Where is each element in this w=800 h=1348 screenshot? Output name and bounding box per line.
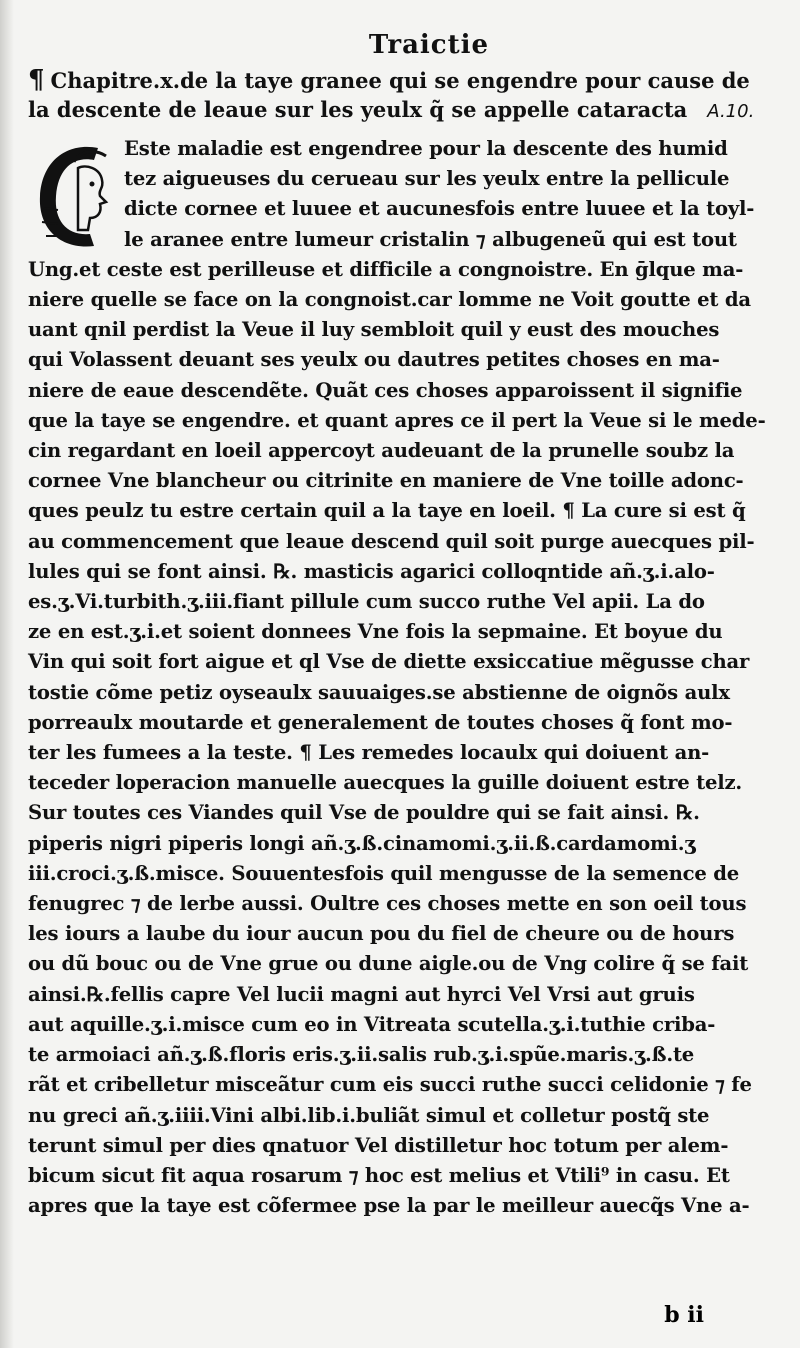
text-line: nu greci añ.ʒ.iiii.Vini albi.lib.i.buliãt simul et colletur postq̃ ste (28, 1103, 710, 1127)
chapter-title-text-2: la descente de leaue sur les yeulx q̃ se appelle cataracta (28, 97, 688, 122)
chapter-title-line-2 (28, 95, 770, 126)
text-line: Vin qui soit fort aigue et ql Vse de diette exsiccatiue mẽgusse char (28, 650, 750, 674)
signature-mark: b ii (664, 1302, 704, 1328)
page-gutter-shadow (0, 0, 14, 1348)
text-line: aut aquille.ʒ.i.misce cum eo in Vitreata scutella.ʒ.i.tuthie criba- (28, 1012, 716, 1036)
text-line: le aranee entre lumeur cristalin ⁊ albugeneũ qui est tout (124, 227, 737, 251)
text-line: Este maladie est engendree pour la descente des humid (124, 137, 728, 160)
text-line: teceder loperacion manuelle auecques la guille doiuent estre telz. (28, 771, 743, 795)
chapter-title-line-1 (28, 66, 770, 95)
text-line: porreaulx moutarde et generalement de toutes choses q̃ font mo- (28, 710, 733, 734)
text-line: iii.croci.ʒ.ß.misce. Souuentesfois quil mengusse de la semence de (28, 861, 740, 885)
text-line: apres que la taye est cõfermee pse la par le meilleur auecq̃s Vne a- (28, 1194, 750, 1218)
text-line: dicte cornee et luuee et aucunesfois entre luuee et la toyl- (124, 197, 755, 221)
text-line: cornee Vne blancheur ou citrinite en maniere de Vne toille adonc- (28, 469, 744, 493)
text-line: les iours a laube du iour aucun pou du fiel de cheure ou de hours (28, 922, 735, 946)
text-line: niere quelle se face on la congnoist.car lomme ne Voit goutte et da (28, 288, 751, 312)
text-line: tez aigueuses du cerueau sur les yeulx entre la pellicule (124, 167, 730, 191)
text-line: tostie cõme petiz oyseaulx sauuaiges.se abstienne de oignõs aulx (28, 680, 730, 704)
text-line: piperis nigri piperis longi añ.ʒ.ß.cinamomi.ʒ.ii.ß.cardamomi.ʒ (28, 831, 696, 855)
text-line: bicum sicut fit aqua rosarum ⁊ hoc est melius et Vtili⁹ in casu. Et (28, 1163, 730, 1187)
text-line: ainsi.℞.fellis capre Vel lucii magni aut hyrci Vel Vrsi aut gruis (28, 982, 695, 1006)
chapter-title (28, 66, 770, 126)
text-line: cin regardant en loeil appercoyt audeuant de la prunelle soubz la (28, 439, 735, 463)
text-line: au commencement que leaue descend quil soit purge auecques pil- (28, 529, 755, 553)
text-line: ze en est.ʒ.i.et soient donnees Vne fois la sepmaine. Et boyue du (28, 620, 723, 644)
body-text (28, 134, 770, 1221)
text-line: uant qnil perdist la Veue il luy sembloit quil y eust des mouches (28, 318, 720, 342)
text-line: ter les fumees a la teste. ¶ Les remedes locaulx qui doiuent an- (28, 741, 710, 765)
text-line: Ung.et ceste est perilleuse et difficile a congnoistre. En ḡlque ma- (28, 257, 744, 281)
page-text-block (28, 30, 770, 1221)
text-line: qui Volassent deuant ses yeulx ou dautres petites choses en ma- (28, 348, 720, 372)
text-line: niere de eaue descendẽte. Quãt ces choses apparoissent il signifie (28, 378, 743, 402)
text-line: fenugrec ⁊ de lerbe aussi. Oultre ces choses mette en son oeil tous (28, 892, 747, 916)
running-head: Traictie (368, 30, 490, 60)
chapter-title-text-1: Chapitre.x.de la taye granee qui se engendre pour cause de (50, 68, 750, 93)
text-line: lules qui se font ainsi. ℞. masticis agarici colloqntide añ.ʒ.i.alo- (28, 559, 715, 583)
text-line: terunt simul per dies qnatuor Vel distilletur hoc totum per alem- (28, 1133, 729, 1157)
text-line: ques peulz tu estre certain quil a la taye en loeil. ¶ La cure si est q̃ (28, 499, 746, 523)
text-line: Sur toutes ces Viandes quil Vse de pouldre qui se fait ainsi. ℞. (28, 801, 700, 825)
pilcrow-mark: ¶ (28, 65, 45, 95)
text-line: ou dũ bouc ou de Vne grue ou dune aigle.ou de Vng colire q̃ se fait (28, 952, 749, 976)
drop-cap-initial-icon (28, 138, 118, 256)
text-line: rãt et cribelletur misceãtur cum eis succi ruthe succi celidonie ⁊ fe (28, 1073, 752, 1097)
text-line: te armoiaci añ.ʒ.ß.floris eris.ʒ.ii.salis rub.ʒ.i.spũe.maris.ʒ.ß.te (28, 1043, 695, 1067)
text-line: es.ʒ.Vi.turbith.ʒ.iii.fiant pillule cum succo ruthe Vel apii. La do (28, 590, 705, 614)
text-line: que la taye se engendre. et quant apres ce il pert la Veue si le mede- (28, 408, 766, 432)
marginal-note: A.10. (707, 101, 755, 122)
